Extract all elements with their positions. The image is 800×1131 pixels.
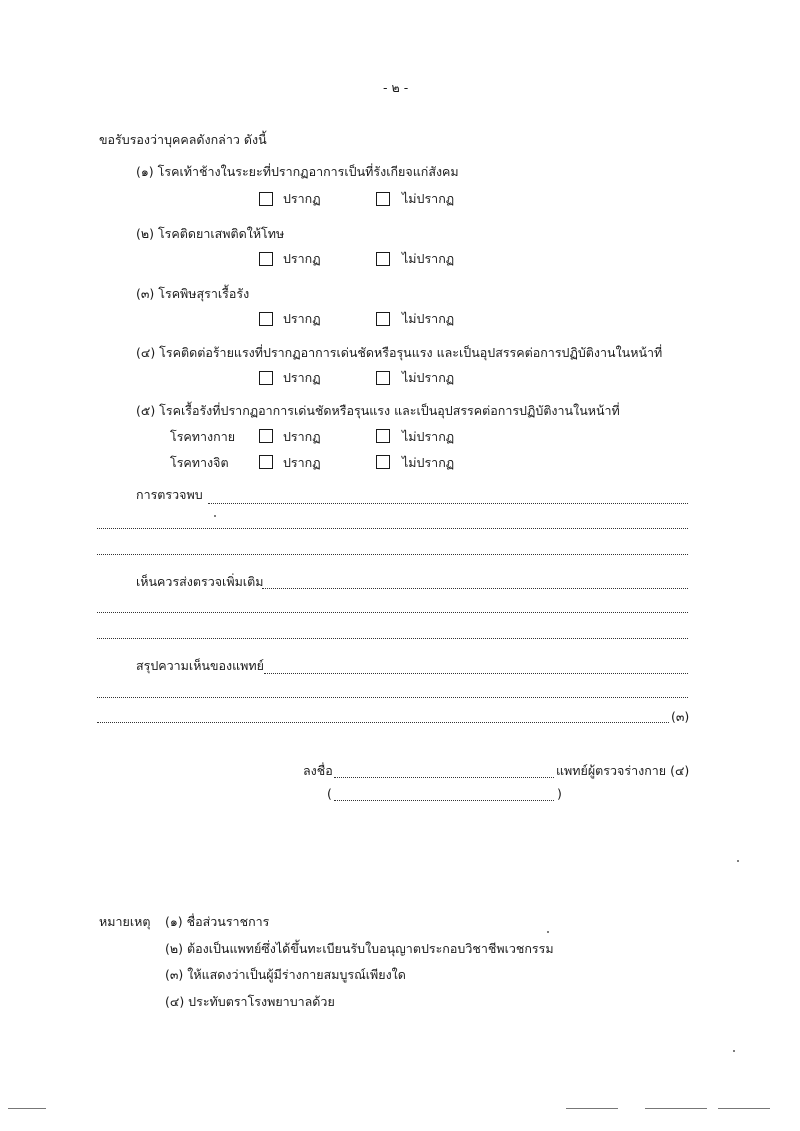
further-exam-line-3[interactable]: [97, 638, 688, 639]
item-5-physical-absent-checkbox[interactable]: [376, 429, 390, 443]
summary-note: (๓): [671, 709, 690, 724]
item-3-title: (๓) โรคพิษสุราเรื้อรัง: [136, 286, 250, 301]
scan-mark-left: [8, 1108, 46, 1109]
item-4-absent-checkbox[interactable]: [376, 371, 390, 385]
scan-mark-right-1: [566, 1108, 618, 1109]
signature-paren-open: (: [327, 786, 332, 801]
findings-line-2[interactable]: [97, 528, 688, 529]
item-1-title: (๑) โรคเท้าช้างในระยะที่ปรากฏอาการเป็นที่รังเกียจแก่สังคม: [136, 164, 459, 179]
summary-line-3[interactable]: [97, 722, 669, 723]
summary-line-1[interactable]: [264, 673, 688, 674]
scan-speck: [737, 860, 739, 862]
item-4-absent-label: ไม่ปรากฏ: [402, 370, 455, 385]
signature-paren-close: ): [557, 786, 562, 801]
scan-mark-right-3: [718, 1108, 770, 1109]
summary-label: สรุปความเห็นของแพทย์: [136, 658, 264, 673]
item-3-absent-checkbox[interactable]: [376, 312, 390, 326]
item-4-present-checkbox[interactable]: [259, 371, 273, 385]
item-5-mental-label: โรคทางจิต: [170, 455, 229, 470]
further-exam-line-1[interactable]: [262, 588, 688, 589]
summary-line-2[interactable]: [97, 697, 688, 698]
signature-role: แพทย์ผู้ตรวจร่างกาย (๔): [556, 763, 690, 778]
item-2-absent-checkbox[interactable]: [376, 252, 390, 266]
note-1: (๑) ชื่อส่วนราชการ: [165, 914, 270, 929]
signature-name-line[interactable]: [334, 800, 554, 801]
item-5-mental-present-checkbox[interactable]: [259, 455, 273, 469]
note-4: (๔) ประทับตราโรงพยาบาลด้วย: [165, 994, 335, 1009]
item-3-present-checkbox[interactable]: [259, 312, 273, 326]
item-1-present-checkbox[interactable]: [259, 192, 273, 206]
note-3: (๓) ให้แสดงว่าเป็นผู้มีร่างกายสมบูรณ์เพียงใด: [165, 967, 406, 982]
item-5-mental-present-label: ปรากฏ: [283, 455, 321, 470]
scan-speck: [214, 515, 216, 517]
signature-label: ลงชื่อ: [303, 763, 333, 778]
item-2-absent-label: ไม่ปรากฏ: [402, 251, 455, 266]
notes-label: หมายเหตุ: [99, 914, 151, 929]
item-2-present-checkbox[interactable]: [259, 252, 273, 266]
item-1-absent-checkbox[interactable]: [376, 192, 390, 206]
intro-text: ขอรับรองว่าบุคคลดังกล่าว ดังนี้: [99, 132, 267, 147]
scan-speck: [547, 931, 549, 933]
item-4-present-label: ปรากฏ: [283, 370, 321, 385]
findings-line-3[interactable]: [97, 554, 688, 555]
item-3-absent-label: ไม่ปรากฏ: [402, 311, 455, 326]
findings-line-1[interactable]: [208, 503, 688, 504]
item-5-physical-absent-label: ไม่ปรากฏ: [402, 429, 455, 444]
item-3-present-label: ปรากฏ: [283, 311, 321, 326]
further-exam-label: เห็นควรส่งตรวจเพิ่มเติม: [136, 574, 264, 589]
page-number: - ๒ -: [383, 80, 409, 95]
item-1-present-label: ปรากฏ: [283, 191, 321, 206]
note-2: (๒) ต้องเป็นแพทย์ซึ่งได้ขึ้นทะเบียนรับใบอนุญาตประกอบวิชาชีพเวชกรรม: [165, 941, 554, 956]
findings-label: การตรวจพบ: [136, 487, 203, 502]
item-5-physical-present-label: ปรากฏ: [283, 429, 321, 444]
item-5-physical-present-checkbox[interactable]: [259, 429, 273, 443]
item-5-title: (๕) โรคเรื้อรังที่ปรากฏอาการเด่นชัดหรือรุนแรง และเป็นอุปสรรคต่อการปฏิบัติงานในหน้าที่: [136, 403, 620, 418]
item-5-physical-label: โรคทางกาย: [170, 429, 236, 444]
item-2-present-label: ปรากฏ: [283, 251, 321, 266]
item-2-title: (๒) โรคติดยาเสพติดให้โทษ: [136, 226, 285, 241]
item-4-title: (๔) โรคติดต่อร้ายแรงที่ปรากฏอาการเด่นชัดหรือรุนแรง และเป็นอุปสรรคต่อการปฏิบัติงานในหน้าที่: [136, 345, 663, 360]
signature-line[interactable]: [334, 777, 554, 778]
item-5-mental-absent-checkbox[interactable]: [376, 455, 390, 469]
scan-mark-right-2: [645, 1108, 707, 1109]
item-1-absent-label: ไม่ปรากฏ: [402, 191, 455, 206]
item-5-mental-absent-label: ไม่ปรากฏ: [402, 455, 455, 470]
scan-speck: [733, 1050, 735, 1052]
further-exam-line-2[interactable]: [97, 612, 688, 613]
